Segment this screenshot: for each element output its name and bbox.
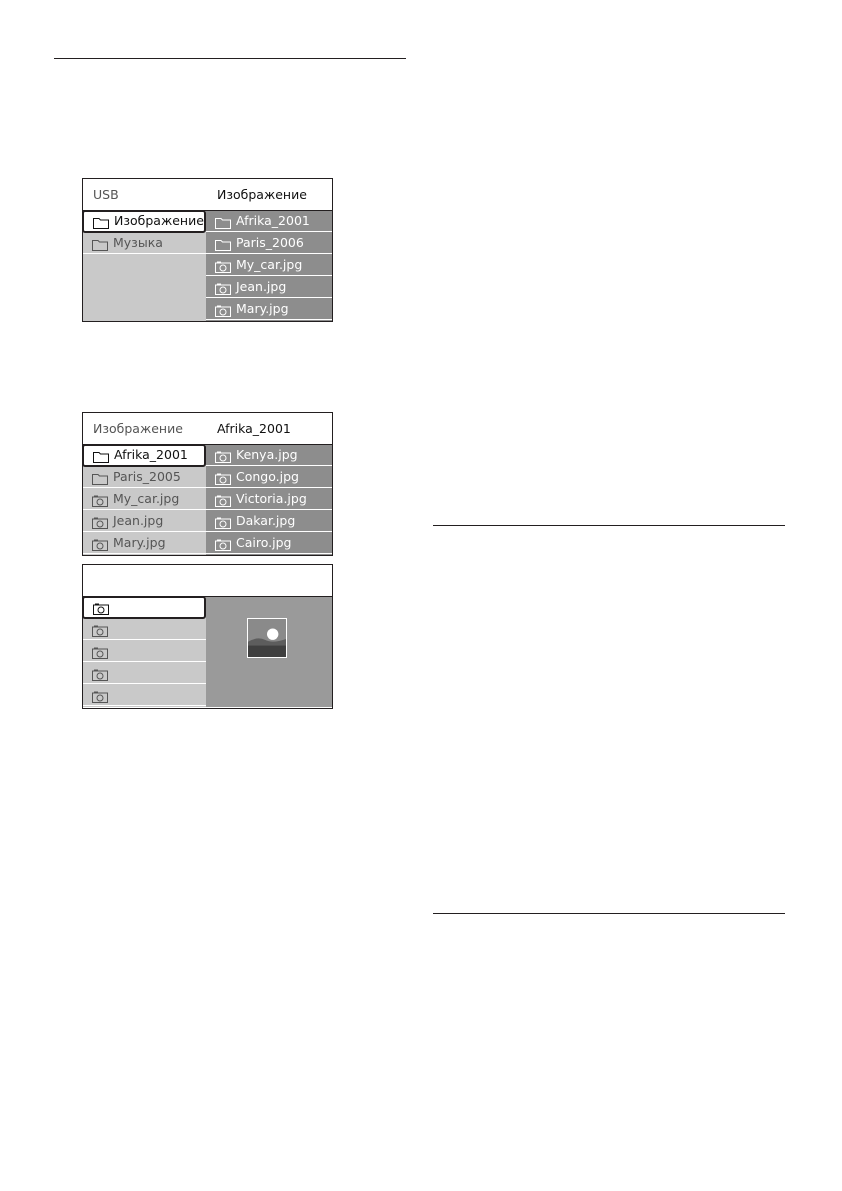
camera-icon: [92, 689, 108, 709]
list-item-label: Cairo.jpg: [236, 535, 292, 550]
list-item-label: Paris_2006: [236, 235, 304, 250]
camera-icon: [215, 471, 231, 491]
camera-icon: [215, 449, 231, 469]
list-item[interactable]: [206, 233, 332, 254]
list-item[interactable]: [206, 533, 332, 554]
list-item[interactable]: [206, 511, 332, 532]
list-item-label: Paris_2005: [113, 469, 181, 484]
camera-icon: [92, 645, 108, 665]
list-item[interactable]: [82, 210, 206, 233]
preview-panel: [206, 597, 332, 707]
thumbnail-list-item[interactable]: [83, 619, 206, 640]
camera-icon: [215, 281, 231, 301]
list-item[interactable]: [206, 277, 332, 298]
browser-left-column: [83, 597, 206, 707]
camera-icon: [93, 601, 109, 621]
section-divider: [433, 525, 785, 526]
list-item-label: Mary.jpg: [236, 301, 289, 316]
camera-icon: [215, 493, 231, 513]
list-item[interactable]: [206, 489, 332, 510]
folder-icon: [93, 215, 109, 235]
folder-icon: [215, 237, 231, 257]
folder-icon: [92, 471, 108, 491]
camera-icon: [92, 537, 108, 557]
list-item[interactable]: [206, 255, 332, 276]
image-preview-icon: [247, 618, 287, 658]
list-item-label: Kenya.jpg: [236, 447, 298, 462]
list-item-label: Mary.jpg: [113, 535, 166, 550]
content-browser-usb: [82, 178, 333, 322]
list-item[interactable]: [206, 299, 332, 320]
browser-header: [83, 565, 332, 597]
camera-icon: [215, 259, 231, 279]
camera-icon: [92, 515, 108, 535]
camera-icon: [215, 537, 231, 557]
list-item-label: Jean.jpg: [236, 279, 287, 294]
browser-left-column: [83, 211, 206, 321]
content-browser-thumbnail: [82, 564, 333, 709]
list-item[interactable]: [83, 489, 206, 510]
camera-icon: [92, 623, 108, 643]
section-divider: [433, 913, 785, 914]
thumbnail-list-item[interactable]: [83, 685, 206, 706]
thumbnail-list-item[interactable]: [82, 596, 206, 619]
list-item-label: Jean.jpg: [113, 513, 164, 528]
browser-right-column: [206, 211, 332, 321]
list-item-label: My_car.jpg: [236, 257, 303, 272]
thumbnail-list-item[interactable]: [83, 641, 206, 662]
folder-icon: [92, 237, 108, 257]
browser-header-folder: Afrika_2001: [217, 421, 291, 436]
list-item-label: Afrika_2001: [114, 447, 188, 462]
camera-icon: [215, 515, 231, 535]
list-item[interactable]: [206, 445, 332, 466]
list-item-label: Изображение: [114, 213, 204, 228]
list-item[interactable]: [83, 533, 206, 554]
list-item[interactable]: [83, 511, 206, 532]
browser-right-column: [206, 445, 332, 555]
content-browser-pictures: [82, 412, 333, 556]
folder-icon: [93, 449, 109, 469]
browser-header-source: Изображение: [93, 421, 183, 436]
list-item-label: Victoria.jpg: [236, 491, 307, 506]
list-item[interactable]: [206, 467, 332, 488]
folder-icon: [215, 215, 231, 235]
browser-left-column: [83, 445, 206, 555]
thumbnail-list-item[interactable]: [83, 663, 206, 684]
list-item-label: Dakar.jpg: [236, 513, 296, 528]
browser-header-source: USB: [93, 187, 119, 202]
browser-header: [83, 179, 332, 211]
section-divider: [54, 58, 406, 59]
browser-header: [83, 413, 332, 445]
list-item[interactable]: [83, 467, 206, 488]
list-item[interactable]: [206, 211, 332, 232]
list-item[interactable]: [83, 233, 206, 254]
list-item-label: Congo.jpg: [236, 469, 299, 484]
camera-icon: [92, 493, 108, 513]
list-item-label: My_car.jpg: [113, 491, 180, 506]
list-item-label: Музыка: [113, 235, 163, 250]
camera-icon: [215, 303, 231, 323]
browser-header-folder: Изображение: [217, 187, 307, 202]
list-item[interactable]: [82, 444, 206, 467]
list-item-label: Afrika_2001: [236, 213, 310, 228]
camera-icon: [92, 667, 108, 687]
